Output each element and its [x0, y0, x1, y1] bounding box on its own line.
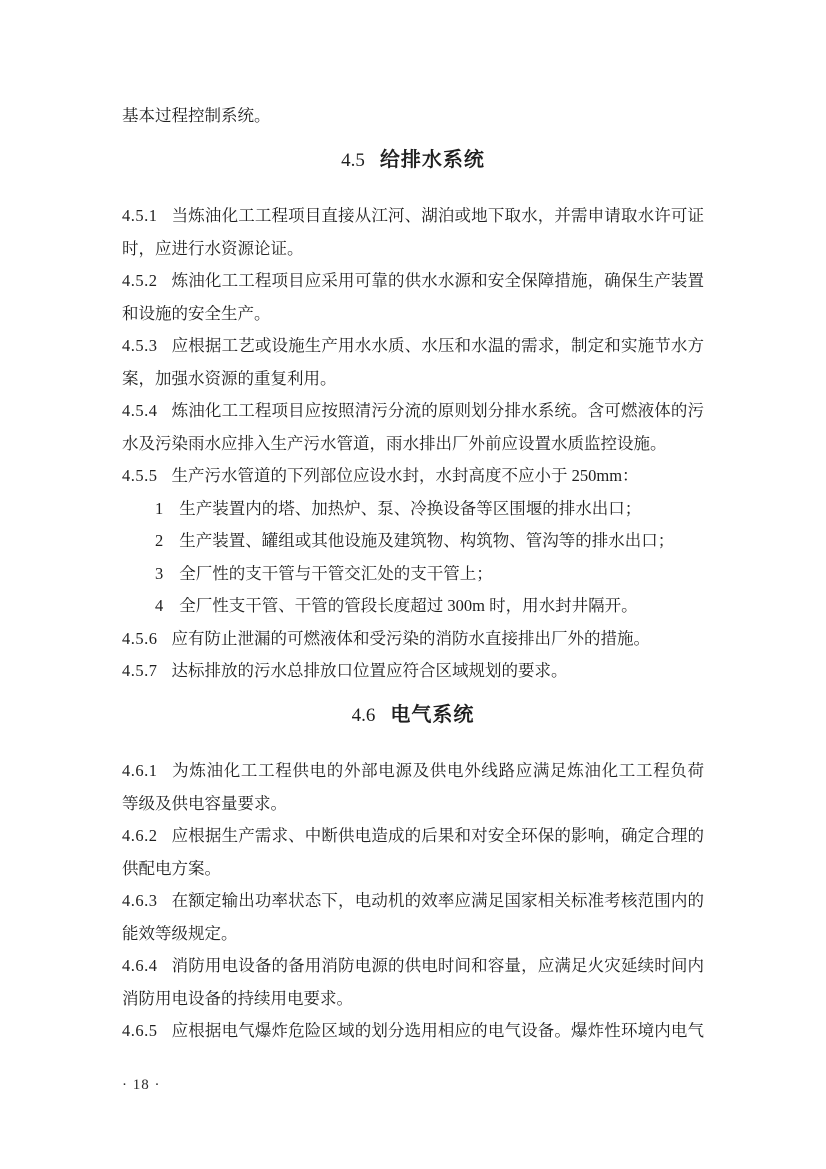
clause-text: 应根据工艺或设施生产用水水质、水压和水温的需求，制定和实施节水方	[171, 336, 704, 355]
list-item	[122, 525, 704, 558]
clause-number: 4.6.4	[122, 956, 158, 975]
list-item	[122, 558, 704, 591]
clause-text: 当炼油化工工程项目直接从江河、湖泊或地下取水，并需申请取水许可证	[171, 206, 704, 225]
list-item	[122, 493, 704, 526]
list-item-text: 生产装置、罐组或其他设施及建筑物、构筑物、管沟等的排水出口；	[179, 531, 675, 550]
clause-text: 应根据生产需求、中断供电造成的后果和对安全环保的影响，确定合理的	[171, 826, 704, 845]
clause-number: 4.5.1	[122, 206, 158, 225]
clause-number: 4.5.2	[122, 271, 158, 290]
section-number: 4.5	[341, 149, 365, 171]
page-number: · 18 ·	[122, 1077, 161, 1093]
clause	[122, 460, 704, 623]
clause-text-line	[122, 460, 704, 493]
list-item-text: 生产装置内的塔、加热炉、泵、冷换设备等区围堰的排水出口；	[179, 498, 642, 518]
clause-text-line	[122, 788, 704, 821]
list-item	[122, 590, 704, 623]
clause-text-line	[122, 983, 704, 1016]
clause	[122, 655, 704, 688]
clause-number: 4.6.1	[122, 761, 158, 780]
clause-text: 和设施的安全生产。	[122, 303, 271, 323]
clause-text-line	[122, 395, 704, 428]
section-title: 给排水系统	[379, 148, 485, 171]
section-heading	[122, 144, 704, 178]
clause-text: 等级及供电容量要求。	[122, 793, 287, 813]
clause-text-line	[122, 233, 704, 266]
clause-text: 案，加强水资源的重复利用。	[122, 368, 337, 388]
clause-text-line	[122, 623, 704, 656]
clause	[122, 200, 704, 265]
clause-text-line	[122, 950, 704, 983]
clause	[122, 330, 704, 395]
clause-text-line	[122, 428, 704, 461]
clause-text: 能效等级规定。	[122, 923, 238, 943]
clause-text: 应有防止泄漏的可燃液体和受污染的消防水直接排出厂外的措施。	[171, 628, 650, 648]
clause-text: 达标排放的污水总排放口位置应符合区域规划的要求。	[171, 661, 568, 680]
clause-text-line	[122, 330, 704, 363]
continuation-text-line: 基本过程控制系统。	[122, 106, 271, 125]
clause	[122, 755, 704, 820]
clause-number: 4.6.5	[122, 1021, 158, 1040]
document-page	[122, 100, 704, 1048]
clause-number: 4.5.6	[122, 628, 158, 648]
clause-number: 4.5.3	[122, 336, 158, 355]
clause-number: 4.5.5	[122, 466, 158, 485]
clause	[122, 395, 704, 460]
intro-paragraph	[122, 100, 704, 133]
clause-number: 4.6.2	[122, 826, 158, 845]
clause-text-line	[122, 918, 704, 951]
clause-text: 应根据电气爆炸危险区域的划分选用相应的电气设备。爆炸性环境内电气	[171, 1021, 704, 1040]
clause-text: 炼油化工工程项目应采用可靠的供水水源和安全保障措施，确保生产装置	[171, 271, 704, 290]
list-item-number: 1	[155, 498, 164, 518]
clause-text-line	[122, 820, 704, 853]
clause	[122, 885, 704, 950]
clause-text-line	[122, 363, 704, 396]
list-item-number: 3	[155, 563, 164, 583]
clause-text-line	[122, 200, 704, 233]
clause-text: 为炼油化工工程供电的外部电源及供电外线路应满足炼油化工工程负荷	[171, 761, 704, 780]
clause-text: 水及污染雨水应排入生产污水管道，雨水排出厂外前应设置水质监控设施。	[122, 433, 667, 453]
section-title: 电气系统	[390, 703, 475, 726]
clause-text: 消防用电设备的备用消防电源的供电时间和容量，应满足火灾延续时间内	[171, 956, 704, 975]
clause-text: 生产污水管道的下列部位应设水封，水封高度不应小于 250mm：	[171, 466, 639, 485]
clause-text-line	[122, 853, 704, 886]
list-item-text: 全厂性的支干管与干管交汇处的支干管上；	[179, 563, 493, 583]
clause	[122, 623, 704, 656]
clause-text: 时，应进行水资源论证。	[122, 238, 304, 258]
list-item-text: 全厂性支干管、干管的管段长度超过 300m 时，用水封井隔开。	[179, 596, 638, 615]
clause-text-line	[122, 755, 704, 788]
clause	[122, 265, 704, 330]
clause-text-line	[122, 298, 704, 331]
clause-text: 在额定输出功率状态下，电动机的效率应满足国家相关标准考核范围内的	[171, 891, 704, 910]
clause-number: 4.6.3	[122, 891, 158, 910]
clause-text-line	[122, 885, 704, 918]
clause-number: 4.5.7	[122, 661, 158, 680]
section-heading	[122, 699, 704, 733]
clause-text: 消防用电设备的持续用电要求。	[122, 988, 353, 1008]
clause-text: 供配电方案。	[122, 858, 221, 878]
clause-number: 4.5.4	[122, 401, 158, 420]
clause-text-line	[122, 655, 704, 688]
clause-text: 炼油化工工程项目应按照清污分流的原则划分排水系统。含可燃液体的污	[171, 401, 704, 420]
clause	[122, 820, 704, 885]
clause-text-line	[122, 265, 704, 298]
clause	[122, 950, 704, 1015]
sections-container	[122, 144, 704, 1048]
list-item-number: 4	[155, 596, 164, 615]
clause	[122, 1015, 704, 1048]
clause-text-line	[122, 1015, 704, 1048]
list-item-number: 2	[155, 531, 164, 550]
section-number: 4.6	[351, 704, 376, 726]
